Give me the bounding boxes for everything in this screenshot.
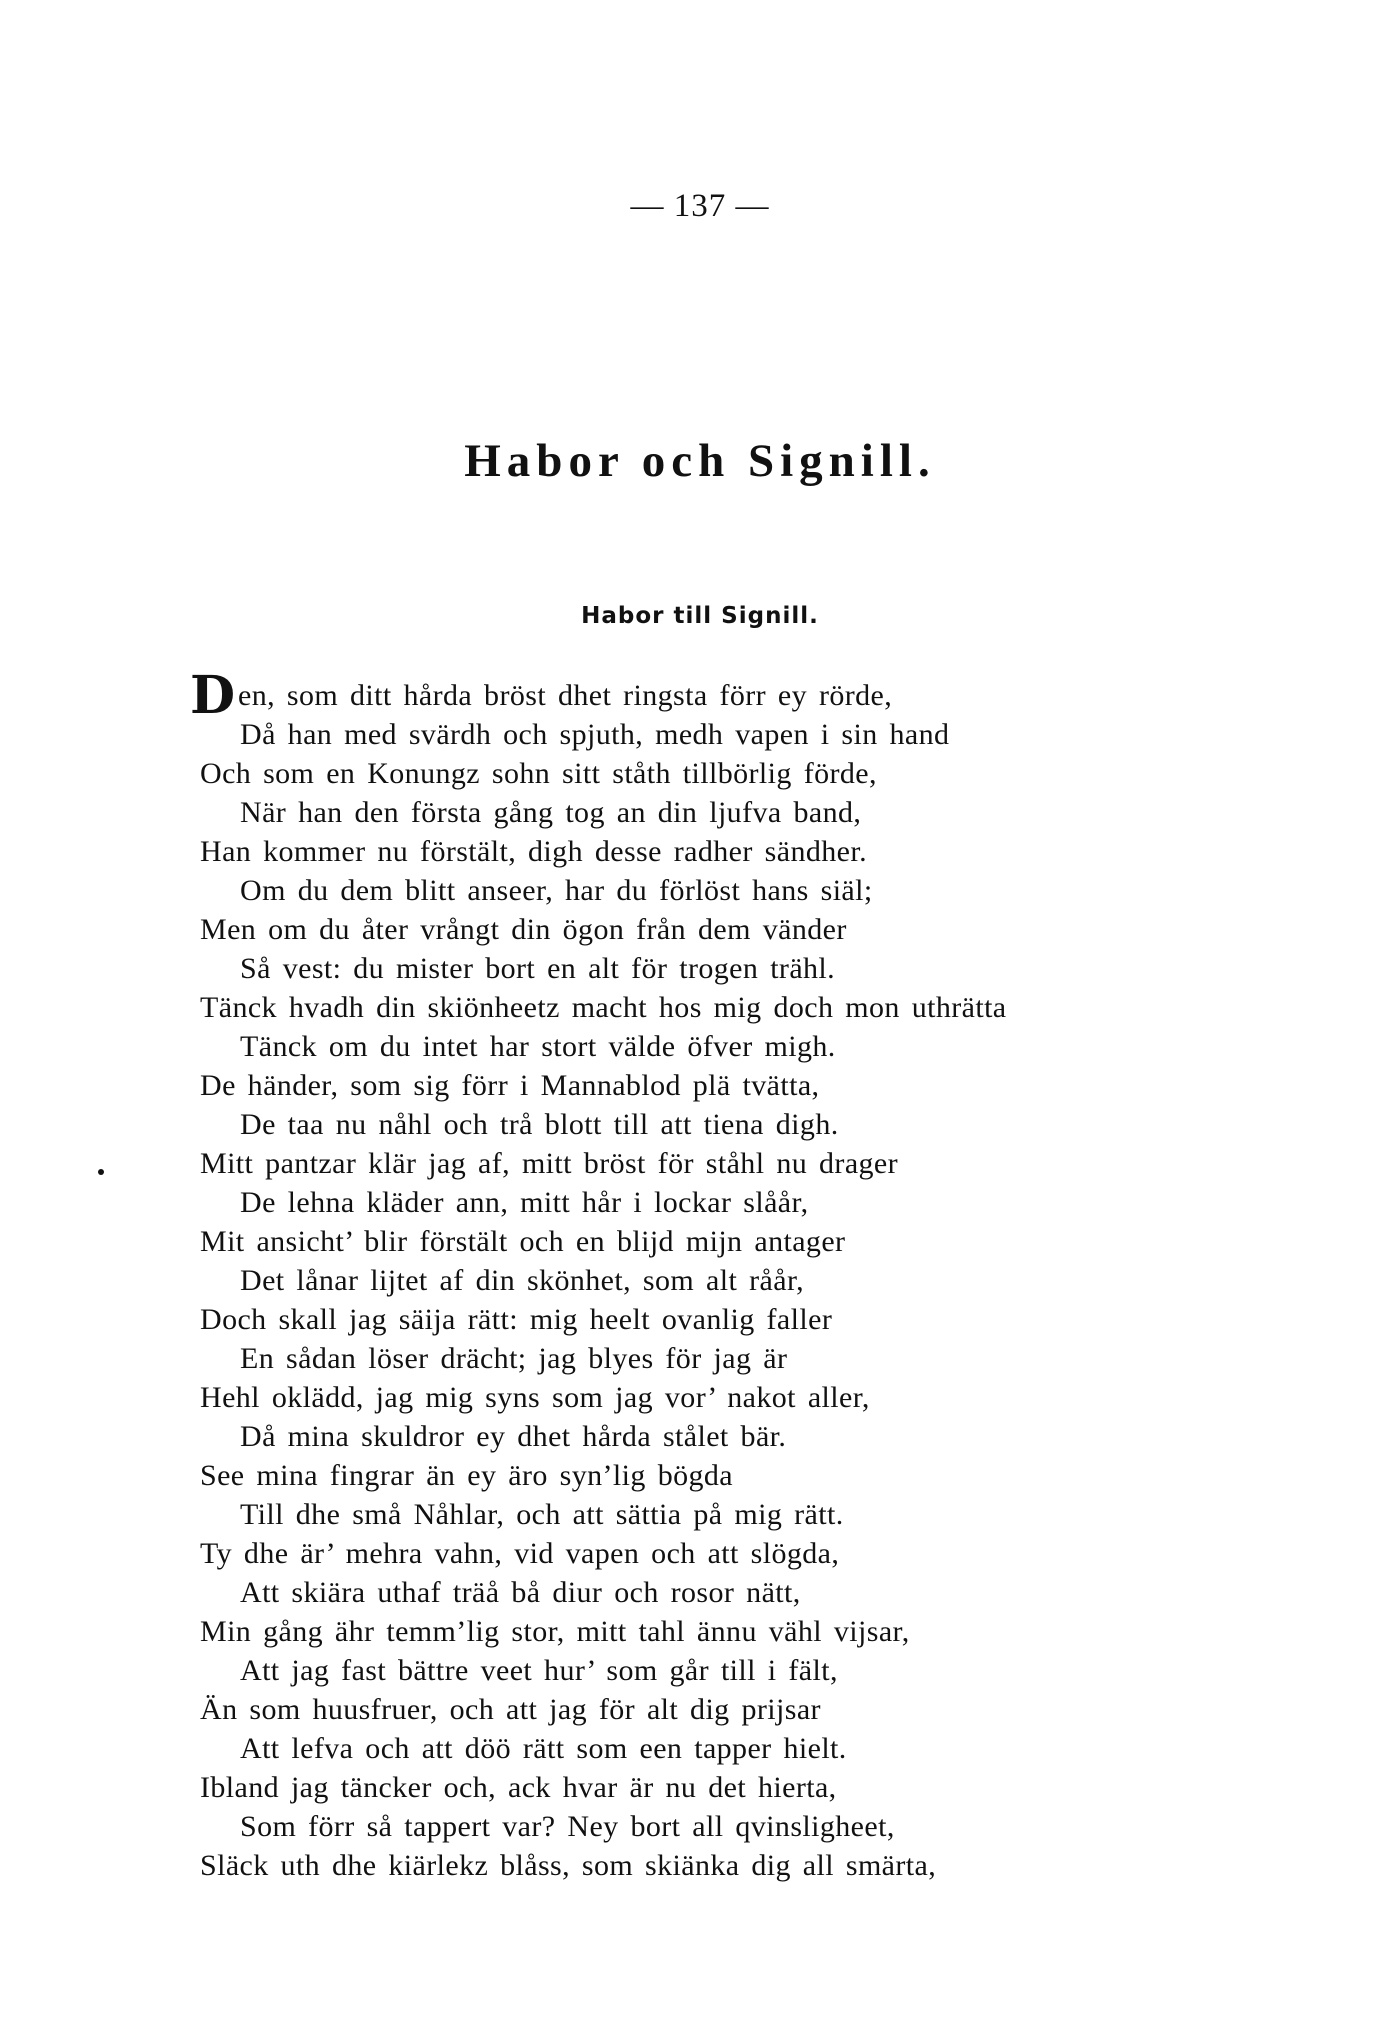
poem-line: Att lefva och att döö rätt som een tapper hielt. [240, 1732, 847, 1765]
poem-line: Mit ansicht’ blir förstält och en blijd mijn antager [200, 1225, 846, 1258]
poem-line: En sådan löser drächt; jag blyes för jag är [240, 1342, 788, 1375]
poem-line: See mina fingrar än ey äro syn’lig bögda [200, 1459, 734, 1492]
poem-title: Habor och Signill. [464, 435, 936, 487]
poem-body [190, 665, 1160, 1885]
poem-line: Det lånar lijtet af din skönhet, som alt råår, [240, 1264, 805, 1297]
poem-line: Min gång ähr temm’lig stor, mitt tahl ännu vähl vijsar, [200, 1615, 910, 1648]
poem-line: en, som ditt hårda bröst dhet ringsta förr ey rörde, [238, 679, 893, 712]
poem-line: Så vest: du mister bort en alt för trogen trähl. [240, 952, 836, 985]
poem-line: Tänck om du intet har stort välde öfver migh. [240, 1030, 836, 1063]
margin-dot [98, 1169, 104, 1175]
poem-line: Till dhe små Nåhlar, och att sättia på mig rätt. [240, 1498, 844, 1531]
page-number: — 137 — [630, 188, 770, 224]
poem-line: Han kommer nu förstält, digh desse radher sändher. [200, 835, 867, 868]
poem-line: Som förr så tappert var? Ney bort all qvinsligheet, [240, 1810, 895, 1843]
poem-line: Att skiära uthaf träå bå diur och rosor nätt, [240, 1576, 801, 1609]
poem-line: Ibland jag täncker och, ack hvar är nu det hierta, [200, 1771, 837, 1804]
poem-line: De taa nu nåhl och trå blott till att tiena digh. [240, 1108, 839, 1141]
poem-subtitle: Habor till Signill. [581, 603, 819, 629]
poem-line: Tänck hvadh din skiönheetz macht hos mig doch mon uthrätta [200, 991, 1007, 1024]
poem-line: Mitt pantzar klär jag af, mitt bröst för ståhl nu drager [200, 1147, 899, 1180]
poem-line: Om du dem blitt anseer, har du förlöst hans siäl; [240, 874, 873, 907]
poem-line: Doch skall jag säija rätt: mig heelt ovanlig faller [200, 1303, 833, 1336]
poem-line: De lehna kläder ann, mitt hår i lockar slåår, [240, 1186, 809, 1219]
poem-line: Att jag fast bättre veet hur’ som går till i fält, [240, 1654, 838, 1687]
poem-line: Ty dhe är’ mehra vahn, vid vapen och att slögda, [200, 1537, 840, 1570]
poem-line: Då mina skuldror ey dhet hårda stålet bär. [240, 1420, 787, 1453]
poem-line: Men om du åter vrångt din ögon från dem vänder [200, 913, 847, 946]
drop-cap: D [190, 665, 236, 726]
poem-line: Än som huusfruer, och att jag för alt dig prijsar [200, 1693, 821, 1726]
poem-line: De händer, som sig förr i Mannablod plä tvätta, [200, 1069, 820, 1102]
poem-line: När han den första gång tog an din ljufva band, [240, 796, 862, 829]
poem-lines [200, 676, 1160, 1885]
poem-line: Och som en Konungz sohn sitt ståth tillbörlig förde, [200, 757, 877, 790]
poem-line: Hehl oklädd, jag mig syns som jag vor’ nakot aller, [200, 1381, 870, 1414]
poem-line: Släck uth dhe kiärlekz blåss, som skiänka dig all smärta, [200, 1849, 937, 1882]
poem-line: Då han med svärdh och spjuth, medh vapen i sin hand [240, 718, 950, 751]
